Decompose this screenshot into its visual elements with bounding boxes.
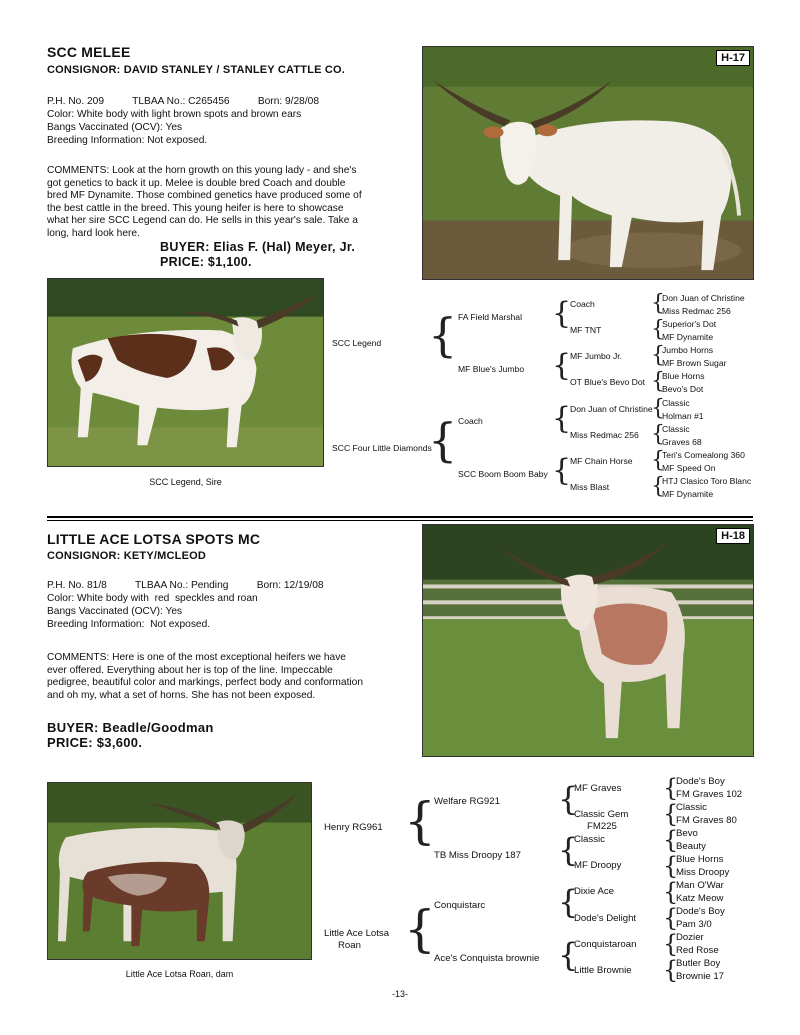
lot2-tag: H-18 [716,528,750,544]
ped-g4: Butler Boy [676,958,721,969]
ped-g3: Little Brownie [574,965,632,976]
brace: { [404,900,436,958]
ped-g4: Holman #1 [662,411,704,421]
brace: { [558,780,579,818]
lot2-breeding: Breeding Information: Not exposed. [47,619,211,630]
ped-g4: Miss Redmac 256 [662,306,731,316]
ped-g4: Dode's Boy [676,776,725,787]
section-divider [47,516,753,518]
lot1-consignor: CONSIGNOR: DAVID STANLEY / STANLEY CATTLE CO. [47,64,346,76]
brace: { [428,413,458,467]
ped-g3: MF Droopy [574,860,622,871]
lot1-buyer-name: BUYER: Elias F. (Hal) Meyer, Jr. [160,240,356,254]
ped-g3: Don Juan of Christine [570,404,653,414]
brace: { [663,826,679,854]
ped-g3: Miss Redmac 256 [570,430,639,440]
ped-g3: Miss Blast [570,482,610,492]
lot1-color: Color: White body with light brown spots and brown ears [47,109,302,120]
ped-g3: Dode's Delight [574,913,637,924]
ped-g4: MF Speed On [662,463,716,473]
lot2-bangs: Bangs Vaccinated (OCV): Yes [47,606,183,617]
lot2-buyer [47,720,214,750]
ped-g3: Classic [574,834,605,845]
lot1-bangs: Bangs Vaccinated (OCV): Yes [47,122,183,133]
ped-g3: MF Chain Horse [570,456,633,466]
ped-g4: Bevo [676,828,698,839]
ped-g4: Beauty [676,841,706,852]
brace: { [663,852,679,880]
brace: { [651,343,665,368]
comment-line: bred MF Dynamite. Those combined genetics have produced some of [47,190,362,202]
ped-g4: FM Graves 80 [676,815,737,826]
brace: { [663,956,679,984]
ped-g2: Ace's Conquista brownie [434,953,540,964]
brace: { [558,883,579,921]
lot1-info [47,95,417,147]
ped-g4: Miss Droopy [676,867,730,878]
lot2-consignor: CONSIGNOR: KETY/MCLEOD [47,550,207,562]
ped-g3: Classic Gem [574,809,629,820]
lot2-buyer-name: BUYER: Beadle/Goodman [47,720,214,735]
ped-g2: Welfare RG921 [434,796,500,807]
ped-g3: MF TNT [570,325,602,335]
ped-g4: Dozier [676,932,704,943]
ped-g4: Bevo's Dot [662,384,704,394]
lot2-dam-caption: Little Ace Lotsa Roan, dam [125,969,234,979]
ped-g4: Don Juan of Christine [662,293,745,303]
brace: { [663,774,679,802]
ped-g3: Coach [570,299,595,309]
brace: { [651,396,665,421]
lot1-breeding: Breeding Information: Not exposed. [47,135,208,146]
brace: { [552,296,572,331]
ped-g4: Classic [676,802,707,813]
ped-g4: Superior's Dot [662,319,717,329]
brace: { [552,453,572,488]
ped-g2: TB Miss Droopy 187 [434,850,521,861]
ped-g4: Blue Horns [662,371,705,381]
ped-g2: SCC Boom Boom Baby [458,469,548,479]
comment-line: ever offered. Everything about her is top of the line. Impeccable [47,664,333,676]
lot2-color: Color: White body with red speckles and roan [47,593,258,604]
ped-g3: MF Graves [574,783,622,794]
brace: { [428,308,458,362]
ped-g4: Katz Meow [676,893,724,904]
brace: { [651,369,665,394]
lot1-tag: H-17 [716,50,750,66]
brace: { [663,930,679,958]
page-number: -13- [391,989,408,999]
ped-g4: Blue Horns [676,854,724,865]
lot2-photo [422,524,754,757]
brace: { [663,904,679,932]
brace: { [651,422,665,447]
ped-g2: FA Field Marshal [458,312,522,322]
ped-g4: MF Brown Sugar [662,358,727,368]
ped-g4: Dode's Boy [676,906,725,917]
brace: { [558,936,579,974]
brace: { [552,348,572,383]
lot1-comments [47,165,419,241]
ped-g4: Jumbo Horns [662,345,714,355]
ped-g4: Classic [662,398,690,408]
ped-g4: MF Dynamite [662,332,714,342]
brace: { [552,401,572,436]
comment-line: COMMENTS: Here is one of the most exceptional heifers we have [47,652,346,663]
comment-line: and oh my, what a set of horns. She has not been exposed. [47,689,316,701]
comment-line: got genetics to back it up. Melee is double bred Coach and double [47,177,346,189]
ped-dam: Roan [338,940,361,951]
comment-line: long, hard look here. [47,227,140,239]
brace: { [663,878,679,906]
lot1-ph-line: P.H. No. 209 TLBAA No.: C265456 Born: 9/28/08 [47,96,320,107]
lot2-comments [47,652,419,702]
ped-g4: Classic [662,424,690,434]
lot1-sire-caption: SCC Legend, Sire [149,477,222,487]
ped-g3: MF Jumbo Jr. [570,351,623,361]
comment-line: COMMENTS: Look at the horn growth on this young lady - and she's [47,165,357,176]
ped-g2: MF Blue's Jumbo [458,364,525,374]
lot2-dam-photo [47,782,312,960]
brace: { [651,448,665,473]
ped-g4: Man O'War [676,880,724,891]
lot2-info [47,579,417,631]
brace: { [651,291,665,316]
ped-g3: Dixie Ace [574,886,614,897]
lot1-title: SCC MELEE [47,44,131,60]
lot1-price: PRICE: $1,100. [160,255,252,269]
brace: { [404,792,436,850]
ped-g4: FM Graves 102 [676,789,743,800]
ped-g4: MF Dynamite [662,489,714,499]
ped-g4: Brownie 17 [676,971,724,982]
ped-g4: Red Rose [676,945,719,956]
ped-g2: Coach [458,416,483,426]
ped-g3: Conquistaroan [574,939,637,950]
brace: { [558,831,579,869]
brace: { [651,317,665,342]
ped-dam: SCC Four Little Diamonds [332,443,432,453]
ped-g4: HTJ Clasico Toro Blanc [662,476,752,486]
ped-g4: Graves 68 [662,437,702,447]
ped-dam: Little Ace Lotsa [324,928,390,939]
ped-g4: Pam 3/0 [676,919,712,930]
brace: { [663,800,679,828]
brace: { [651,474,665,499]
lot1-sire-photo [47,278,324,467]
section-divider [47,520,753,521]
ped-g4: Teri's Comealong 360 [662,450,745,460]
lot2-ph-line: P.H. No. 81/8 TLBAA No.: Pending Born: 12/19/08 [47,580,324,591]
ped-g3: FM225 [587,821,617,832]
ped-g3: OT Blue's Bevo Dot [570,377,646,387]
ped-sire: SCC Legend [332,338,382,348]
lot2-price: PRICE: $3,600. [47,735,143,750]
lot2-title: LITTLE ACE LOTSA SPOTS MC [47,531,261,547]
comment-line: what her sire SCC Legend can do. He sells in this year's sale. Take a [47,215,358,227]
comment-line: pedigree, beautiful color and markings, perfect body and conformation [47,677,364,689]
ped-g2: Conquistarc [434,900,486,911]
lot1-buyer [160,240,355,270]
comment-line: the best cattle in the breed. This young heifer is here to showcase [47,202,344,214]
lot1-photo [422,46,754,280]
ped-sire: Henry RG961 [324,822,383,833]
